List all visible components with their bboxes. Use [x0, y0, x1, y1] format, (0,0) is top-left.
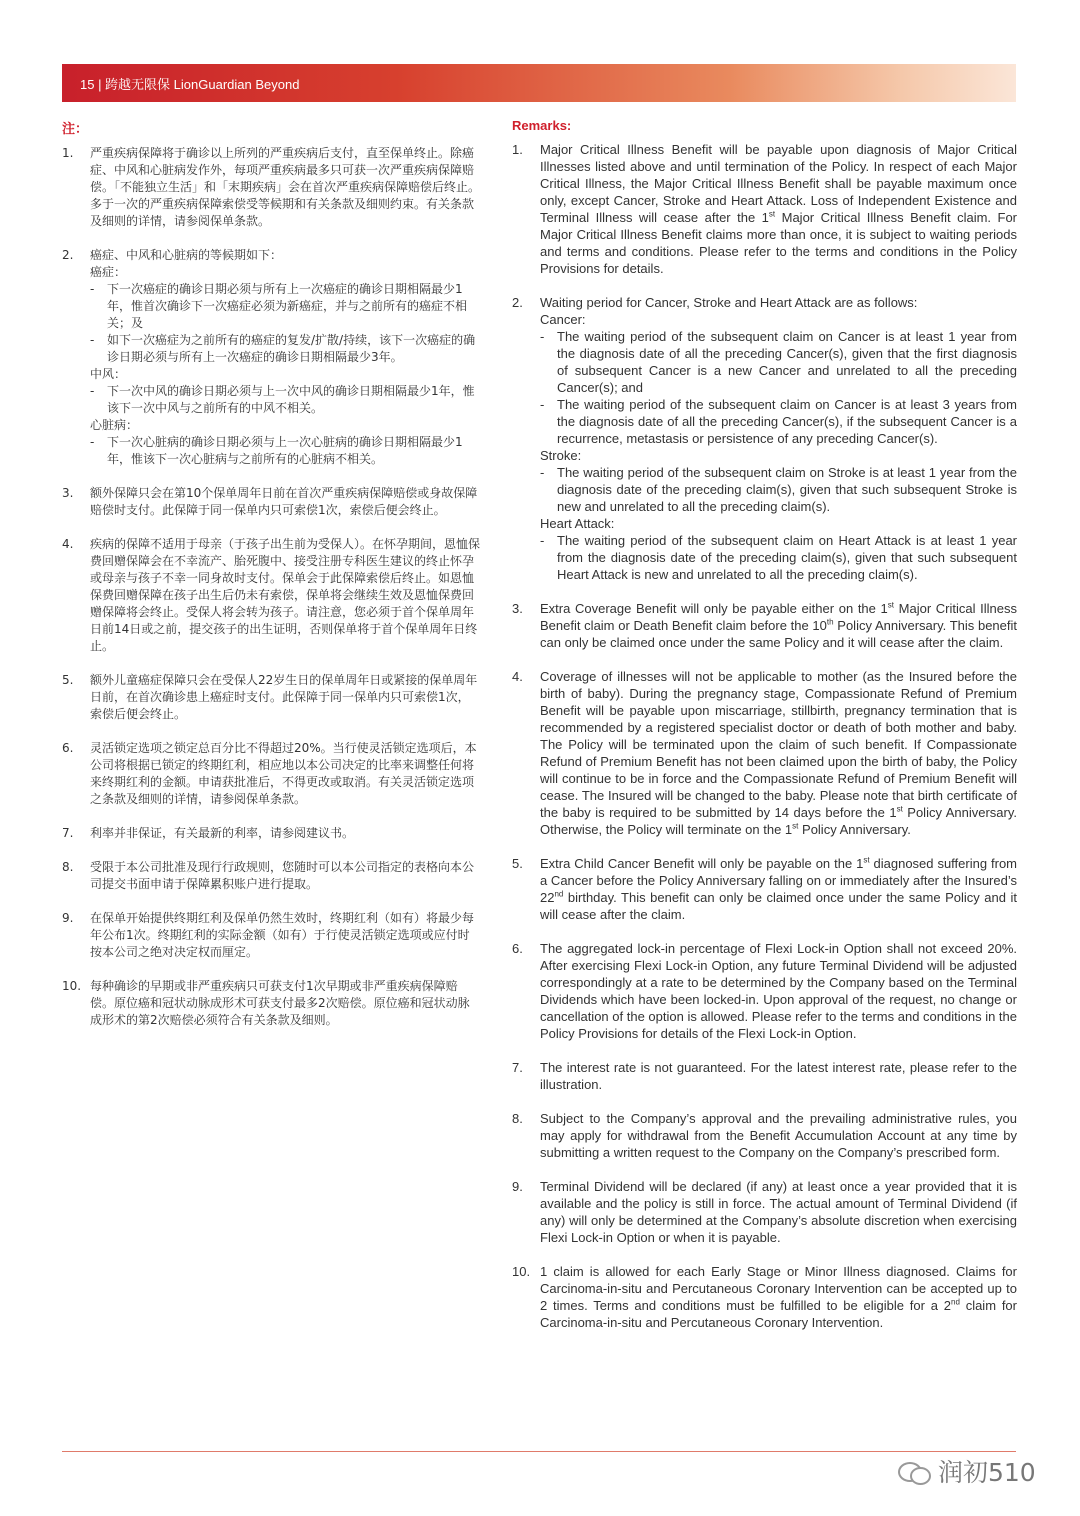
wechat-icon	[898, 1458, 932, 1484]
waiting-period-group-title: 癌症：	[90, 265, 127, 279]
waiting-period-text: 下一次心脏病的确诊日期必须与上一次心脏病的确诊日期相隔最少1年，惟该下一次心脏病与之前所有的心脏病不相关。	[107, 435, 463, 466]
waiting-period-item	[540, 464, 1017, 515]
note-body	[540, 141, 1017, 277]
page-header	[62, 64, 1016, 102]
note-number: 7.	[62, 826, 74, 840]
waiting-period-text: The waiting period of the subsequent claim on Cancer is at least 3 years from the diagnosis date of all the preceding Cancer(s), if the subsequent Cancer is a recurrence, metastasis or persistence of any preceding Cancer(s).	[557, 397, 1017, 446]
dash-bullet: -	[90, 282, 95, 296]
waiting-period-text: The waiting period of the subsequent claim on Heart Attack is at least 1 year from the diagnosis date of the preceding claim(s), given that such subsequent Heart Attack is new and unrelated to all the preceding claim(s).	[557, 533, 1017, 582]
notes-list-en	[512, 141, 1017, 1331]
dash-bullet: -	[540, 397, 545, 412]
note-text-part: Policy Anniversary.	[798, 822, 911, 837]
note-text: 每种确诊的早期或非严重疾病只可获支付1次早期或非严重疾病保障赔偿。原位癌和冠状动脉成形术可获支付最多2次赔偿。原位癌和冠状动脉成形术的第2次赔偿必须符合有关条款及细则。	[90, 979, 470, 1027]
footer-divider	[62, 1451, 1016, 1452]
watermark	[898, 1456, 1036, 1486]
dash-bullet: -	[90, 333, 95, 347]
note-text-part: Subject to the Company’s approval and the prevailing administrative rules, you may apply for withdrawal from the Benefit Accumulation Account at any time by submitting a written request to the Company on the Company’s prescribed form.	[540, 1111, 1017, 1160]
note-body	[90, 740, 480, 808]
note-number: 4.	[62, 537, 74, 551]
note-body	[90, 910, 480, 961]
note-item	[512, 141, 1017, 277]
note-item	[62, 910, 480, 961]
note-item	[62, 978, 480, 1029]
note-item	[62, 672, 480, 723]
waiting-period-item	[540, 532, 1017, 583]
note-text-part: 1 claim is allowed for each Early Stage or Minor Illness diagnosed. Claims for Carcinoma-in-situ and Percutaneous Coronary Intervention can be accepted up to 2 times. Terms and conditions must be fulfilled to be eligible for a 2	[540, 1264, 1017, 1313]
waiting-period-group-title: 心脏病：	[90, 418, 139, 432]
note-item	[512, 855, 1017, 923]
waiting-period-item	[90, 281, 480, 332]
note-item	[512, 600, 1017, 651]
remarks-title-cn: 注：	[62, 122, 89, 137]
note-text: 严重疾病保障将于确诊以上所列的严重疾病后支付，直至保单终止。除癌症、中风和心脏病发作外，每项严重疾病最多只可获一次严重疾病保障赔偿。「不能独立生活」和「末期疾病」会在首次严重疾病保障赔偿后终止。多于一次的严重疾病保障索偿受等候期和有关条款及细则约束。有关条款及细则的详情，请参阅保单条款。	[90, 146, 481, 228]
note-number: 10.	[512, 1264, 531, 1279]
note-text-part: birthday. This benefit can only be claimed once under the same Policy and it will cease after the claim.	[540, 890, 1017, 922]
note-number: 2.	[62, 248, 74, 262]
note-item	[62, 485, 480, 519]
note-text	[540, 1110, 1017, 1161]
note-body	[540, 855, 1017, 923]
notes-list-cn	[62, 145, 480, 1029]
note-number: 2.	[512, 295, 523, 310]
note-item	[512, 1059, 1017, 1093]
note-text: 在保单开始提供终期红利及保单仍然生效时，终期红利（如有）将最少每年公布1次。终期红利的实际金额（如有）于行使灵活锁定选项或应付时按本公司之绝对决定权而厘定。	[90, 911, 475, 959]
note-item	[62, 825, 480, 842]
note-text: 额外儿童癌症保障只会在受保人22岁生日的保单周年日或紧接的保单周年日前，在首次确诊患上癌症时支付。此保障于同一保单内只可索偿1次，索偿后便会终止。	[90, 673, 478, 721]
remarks-english	[512, 118, 1017, 1348]
note-text-part: The aggregated lock-in percentage of Flexi Lock-in Option shall not exceed 20%. After exercising Flexi Lock-in Option, any future Terminal Dividend will be adjusted correspondingly at a rate to be determined by the Company based on the Terminal Dividends which have been locked-in. Upon approval of the request, no change or cancellation of the option is allowed. Please refer to the terms and conditions in the Policy Provisions for details of the Flexi Lock-in Option.	[540, 941, 1017, 1041]
waiting-period-group-title: 中风：	[90, 367, 127, 381]
waiting-period-text: 如下一次癌症为之前所有的癌症的复发/扩散/持续，该下一次癌症的确诊日期必须与所有上一次癌症的确诊日期相隔最少3年。	[107, 333, 476, 364]
note-text: 灵活锁定选项之锁定总百分比不得超过20%。当行使灵活锁定选项后，本公司将根据已锁定的终期红利，相应地以本公司决定的比率来调整任何将来终期红利的金额。申请获批准后，不得更改或取消。有关灵活锁定选项之条款及细则的详情，请参阅保单条款。	[90, 741, 477, 806]
note-body	[540, 1059, 1017, 1093]
dash-bullet: -	[540, 329, 545, 344]
note-text	[540, 141, 1017, 277]
note-body	[90, 485, 480, 519]
waiting-period-text: 下一次中风的确诊日期必须与上一次中风的确诊日期相隔最少1年，惟该下一次中风与之前所有的中风不相关。	[107, 384, 475, 415]
note-text	[540, 668, 1017, 838]
waiting-period-text: The waiting period of the subsequent claim on Stroke is at least 1 year from the diagnosis date of the preceding claim(s), given that such subsequent Stroke is new and unrelated to all the preceding claim(s).	[557, 465, 1017, 514]
note-number: 6.	[512, 941, 523, 956]
waiting-period-list	[540, 532, 1017, 583]
note-text-part: Policy Anniversary. This benefit can only be claimed once under the same Policy and it will cease after the claim.	[540, 618, 1017, 650]
note-text: 受限于本公司批准及现行行政规则，您随时可以本公司指定的表格向本公司提交书面申请于保障累积账户进行提取。	[90, 860, 475, 891]
ordinal-suffix: st	[887, 600, 894, 610]
note-text-part: Extra Child Cancer Benefit will only be payable on the 1	[540, 856, 864, 871]
waiting-period-list	[90, 281, 480, 366]
note-text-part: Major Critical Illness Benefit claim. For Major Critical Illness Benefit claims more than once, it is subject to waiting periods and terms and conditions. Please refer to the terms and conditions in the Policy Provisions for details.	[540, 210, 1018, 276]
waiting-period-group-title: Heart Attack:	[540, 516, 615, 531]
note-item	[62, 740, 480, 808]
note-text-part: claim for Carcinoma-in-situ and Percutaneous Coronary Intervention.	[540, 1298, 1017, 1330]
note-item	[62, 859, 480, 893]
note-item	[512, 940, 1017, 1042]
note-body	[90, 536, 480, 655]
waiting-period-list	[90, 434, 480, 468]
note-number: 5.	[62, 673, 74, 687]
note-text	[540, 940, 1017, 1042]
note-body	[90, 145, 480, 230]
note-item	[512, 1263, 1017, 1331]
ordinal-suffix: nd	[554, 889, 564, 899]
note-number: 9.	[62, 911, 74, 925]
dash-bullet: -	[540, 533, 545, 548]
note-text-part: Major Critical Illness Benefit claim or Death Benefit claim before the 10	[540, 601, 1017, 633]
waiting-period-list	[90, 383, 480, 417]
note-intro: 癌症、中风和心脏病的等候期如下：	[90, 248, 283, 262]
dash-bullet: -	[540, 465, 545, 480]
note-text	[540, 1059, 1017, 1093]
note-body	[540, 1263, 1017, 1331]
waiting-period-item	[90, 434, 480, 468]
ordinal-suffix: st	[792, 821, 799, 831]
note-body	[540, 294, 1017, 583]
note-text	[540, 1263, 1017, 1331]
note-item	[512, 1110, 1017, 1161]
note-text-part: diagnosed suffering from a Cancer before the Policy Anniversary falling on or immediately after the Insured’s 22	[540, 856, 1018, 905]
note-body	[540, 940, 1017, 1042]
ordinal-suffix: st	[863, 855, 870, 865]
ordinal-suffix: st	[768, 209, 776, 219]
note-item	[62, 536, 480, 655]
note-number: 6.	[62, 741, 74, 755]
note-text: 利率并非保证，有关最新的利率，请参阅建议书。	[90, 826, 355, 840]
note-number: 5.	[512, 856, 523, 871]
remarks-title-en: Remarks:	[512, 118, 572, 133]
watermark-text: 润初510	[938, 1458, 1036, 1487]
note-number: 4.	[512, 669, 523, 684]
note-body	[90, 672, 480, 723]
note-text	[540, 600, 1017, 651]
note-number: 7.	[512, 1060, 523, 1075]
note-text-part: Coverage of illnesses will not be applicable to mother (as the Insured before the birth of baby). During the pregnancy stage, Compassionate Refund of Premium Benefit will be payable upon miscarriage, stillbirth, pregnancy termination that is recommended by a registered specialist doctor or death of both mother and baby. The Policy will be terminated upon the claim of such benefit. If Compassionate Refund of Premium Benefit has not been claimed upon the birth of baby, the Policy will continue to be in force and the Compassionate Refund of Premium Benefit will cease. The Insured will be changed to the baby. Please note that birth certificate of the baby is required to be submitted by 14 days before the 1	[540, 669, 1017, 820]
note-body	[540, 1110, 1017, 1161]
note-intro: Waiting period for Cancer, Stroke and Heart Attack are as follows:	[540, 295, 918, 310]
waiting-period-item	[540, 328, 1017, 396]
ordinal-suffix: st	[896, 804, 903, 814]
waiting-period-group-title: Cancer:	[540, 312, 586, 327]
note-text-part: Policy Anniversary. Otherwise, the Policy will terminate on the 1	[540, 805, 1017, 837]
note-body	[90, 825, 480, 842]
note-number: 9.	[512, 1179, 523, 1194]
note-item	[62, 145, 480, 230]
note-number: 1.	[512, 142, 523, 157]
ordinal-suffix: nd	[951, 1297, 960, 1307]
dash-bullet: -	[90, 384, 95, 398]
note-text-part: Terminal Dividend will be declared (if any) at least once a year provided that it is available and the policy is still in force. The actual amount of Terminal Dividend (if any) will only be determined at the Company’s absolute discretion when exercising Flexi Lock-in Option or when it is payable.	[540, 1179, 1017, 1245]
note-text: 额外保障只会在第10个保单周年日前在首次严重疾病保障赔偿或身故保障赔偿时支付。此保障于同一保单内只可索偿1次，索偿后便会终止。	[90, 486, 478, 517]
note-text: 疾病的保障不适用于母亲（于孩子出生前为受保人）。在怀孕期间，恩恤保费回赠保障会在不幸流产、胎死腹中、接受注册专科医生建议的终止怀孕或母亲与孩子不幸一同身故时支付。保单会于此保障索偿后终止。如恩恤保费回赠保障在孩子出生后仍未有索偿，保单将会继续生效及恩恤保费回赠保障将会终止。受保人将会转为孩子。请注意，您必须于首个保单周年日前14日或之前，提交孩子的出生证明，否则保单将于首个保单周年日终止。	[90, 537, 481, 653]
note-text	[540, 855, 1017, 923]
waiting-period-item	[90, 332, 480, 366]
note-item	[512, 294, 1017, 583]
note-body	[90, 247, 480, 468]
note-body	[540, 668, 1017, 838]
note-item	[62, 247, 480, 468]
note-body	[90, 978, 480, 1029]
note-number: 8.	[62, 860, 74, 874]
waiting-period-text: 下一次癌症的确诊日期必须与所有上一次癌症的确诊日期相隔最少1年，惟首次确诊下一次癌症必须为新癌症，并与之前所有的癌症不相关；及	[107, 282, 468, 330]
note-body	[90, 859, 480, 893]
waiting-period-item	[540, 396, 1017, 447]
note-number: 8.	[512, 1111, 523, 1126]
header-title: 15 | 跨越无限保 LionGuardian Beyond	[80, 77, 300, 92]
note-body	[540, 600, 1017, 651]
dash-bullet: -	[90, 435, 95, 449]
waiting-period-list	[540, 328, 1017, 447]
waiting-period-list	[540, 464, 1017, 515]
note-number: 3.	[62, 486, 74, 500]
waiting-period-group-title: Stroke:	[540, 448, 582, 463]
note-number: 3.	[512, 601, 523, 616]
note-text	[540, 1178, 1017, 1246]
note-number: 10.	[62, 979, 82, 993]
note-text-part: The interest rate is not guaranteed. For the latest interest rate, please refer to the illustration.	[540, 1060, 1017, 1092]
note-item	[512, 668, 1017, 838]
note-text-part: Extra Coverage Benefit will only be payable either on the 1	[540, 601, 888, 616]
note-item	[512, 1178, 1017, 1246]
remarks-chinese	[62, 118, 480, 1046]
note-body	[540, 1178, 1017, 1246]
note-number: 1.	[62, 146, 74, 160]
waiting-period-text: The waiting period of the subsequent claim on Cancer is at least 1 year from the diagnosis date of all the preceding Cancer(s), given that the first diagnosis of subsequent Cancer is a new Cancer and unrelated to all the preceding Cancer(s); and	[557, 329, 1017, 395]
waiting-period-item	[90, 383, 480, 417]
ordinal-suffix: th	[826, 617, 834, 627]
note-text-part: Major Critical Illness Benefit will be payable upon diagnosis of Major Critical Illnesses listed above and until termination of the Policy. In respect of each Major Critical Illness, the Major Critical Illness Benefit shall be payable maximum once only, except Cancer, Stroke and Heart Attack. Loss of Independent Existence and Terminal Illness will cease after the 1	[540, 142, 1017, 225]
